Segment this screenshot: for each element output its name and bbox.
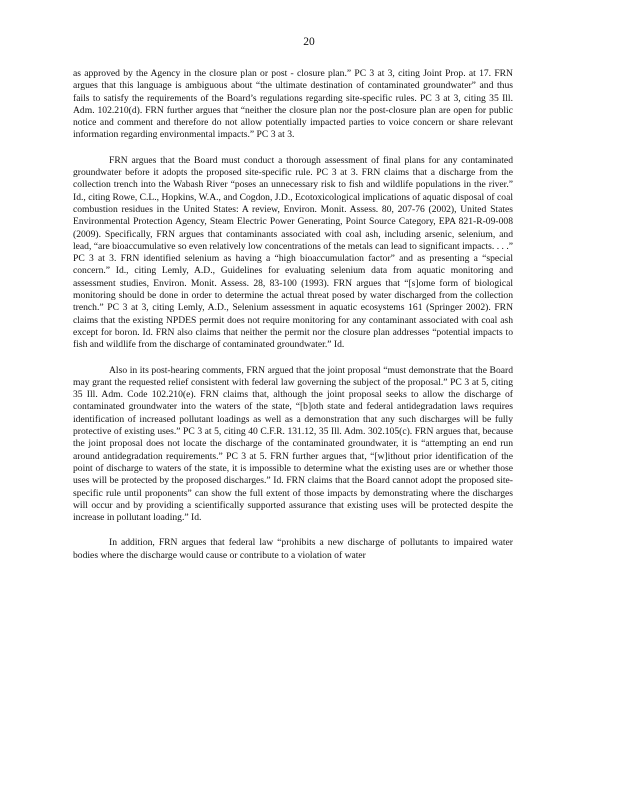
body-text <box>73 68 513 575</box>
page-number: 20 <box>303 36 315 48</box>
paragraph-4: In addition, FRN argues that federal law “prohibits a new discharge of pollutants to impaired water bodies where the discharge would cause or contribute to a violation of water <box>73 537 513 561</box>
paragraph-3: Also in its post-hearing comments, FRN argued that the joint proposal “must demonstrate that the Board may grant the requested relief consistent with federal law governing the subject of the proposal.” PC 3 at 5, citing 35 Ill. Adm. Code 102.210(e). FRN claims that, although the joint proposal seeks to allow the discharge of contaminated groundwater into the waters of the state, “[b]oth state and federal antidegradation laws requires identification of increased pollutant loadings as well as a demonstration that any such discharges will be fully protective of existing uses.” PC 3 at 5, citing 40 C.F.R. 131.12, 35 Ill. Adm. 302.105(c). FRN argues that, because the joint proposal does not locate the discharge of the contaminated groundwater, it is “attempting an end run around antidegradation requirements.” PC 3 at 5. FRN further argues that, “[w]ithout prior identification of the point of discharge to waters of the state, it is impossible to determine what the existing uses are or whether those uses will be protected by the proposed discharges.” Id. FRN claims that the Board cannot adopt the proposed site-specific rule until proponents” can show the full extent of those impacts by demonstrating where the discharges will occur and by providing a scientifically supported assurance that existing uses will be protected despite the increase in pollutant loading.” Id. <box>73 364 513 524</box>
paragraph-1: as approved by the Agency in the closure plan or post - closure plan.” PC 3 at 3, citing Joint Prop. at 17. FRN argues that this language is ambiguous about “the ultimate destination of contaminated groundwater” and thus fails to satisfy the requirements of the Board’s regulations regarding site-specific rules. PC 3 at 3, citing 35 Ill. Adm. 102.210(d). FRN further argues that “neither the closure plan nor the post-closure plan are open for public notice and comment and therefore do not allow potentially impacted parties to voice concern or share relevant information regarding environmental impacts.” PC 3 at 3. <box>73 68 513 141</box>
paragraph-2: FRN argues that the Board must conduct a thorough assessment of final plans for any contaminated groundwater before it adopts the proposed site-specific rule. PC 3 at 3. FRN claims that a discharge from the collection trench into the Wabash River “poses an unnecessary risk to fish and wildlife populations in the river.” Id., citing Rowe, C.L., Hopkins, W.A., and Cogdon, J.D., Ecotoxicological implications of aquatic disposal of coal combustion residues in the United States: A review, Environ. Monit. Assess. 80, 207-76 (2002), United States Environmental Protection Agency, Steam Electric Power Generating, Point Source Category, EPA 821-R-09-008 (2009). Specifically, FRN argues that contaminants associated with coal ash, including arsenic, selenium, and lead, “are bioaccumulative so even relatively low concentrations of the metals can lead to significant impacts. . . .” PC 3 at 3. FRN identified selenium as having a “high bioaccumulation factor” and as presenting a “special concern.” Id., citing Lemly, A.D., Guidelines for evaluating selenium data from aquatic monitoring and assessment studies, Environ. Monit. Assess. 28, 83-100 (1993). FRN argues that “[s]ome form of biological monitoring should be done in order to determine the actual threat posed by water discharged from the collection trench.” PC 3 at 3, citing Lemly, A.D., Selenium assessment in aquatic ecosystems 161 (Springer 2002). FRN claims that the existing NPDES permit does not require monitoring for any contaminant associated with coal ash except for boron. Id. FRN also claims that neither the permit nor the closure plan addresses “potential impacts to fish and wildlife from the discharge of contaminated groundwater.” Id. <box>73 154 513 351</box>
